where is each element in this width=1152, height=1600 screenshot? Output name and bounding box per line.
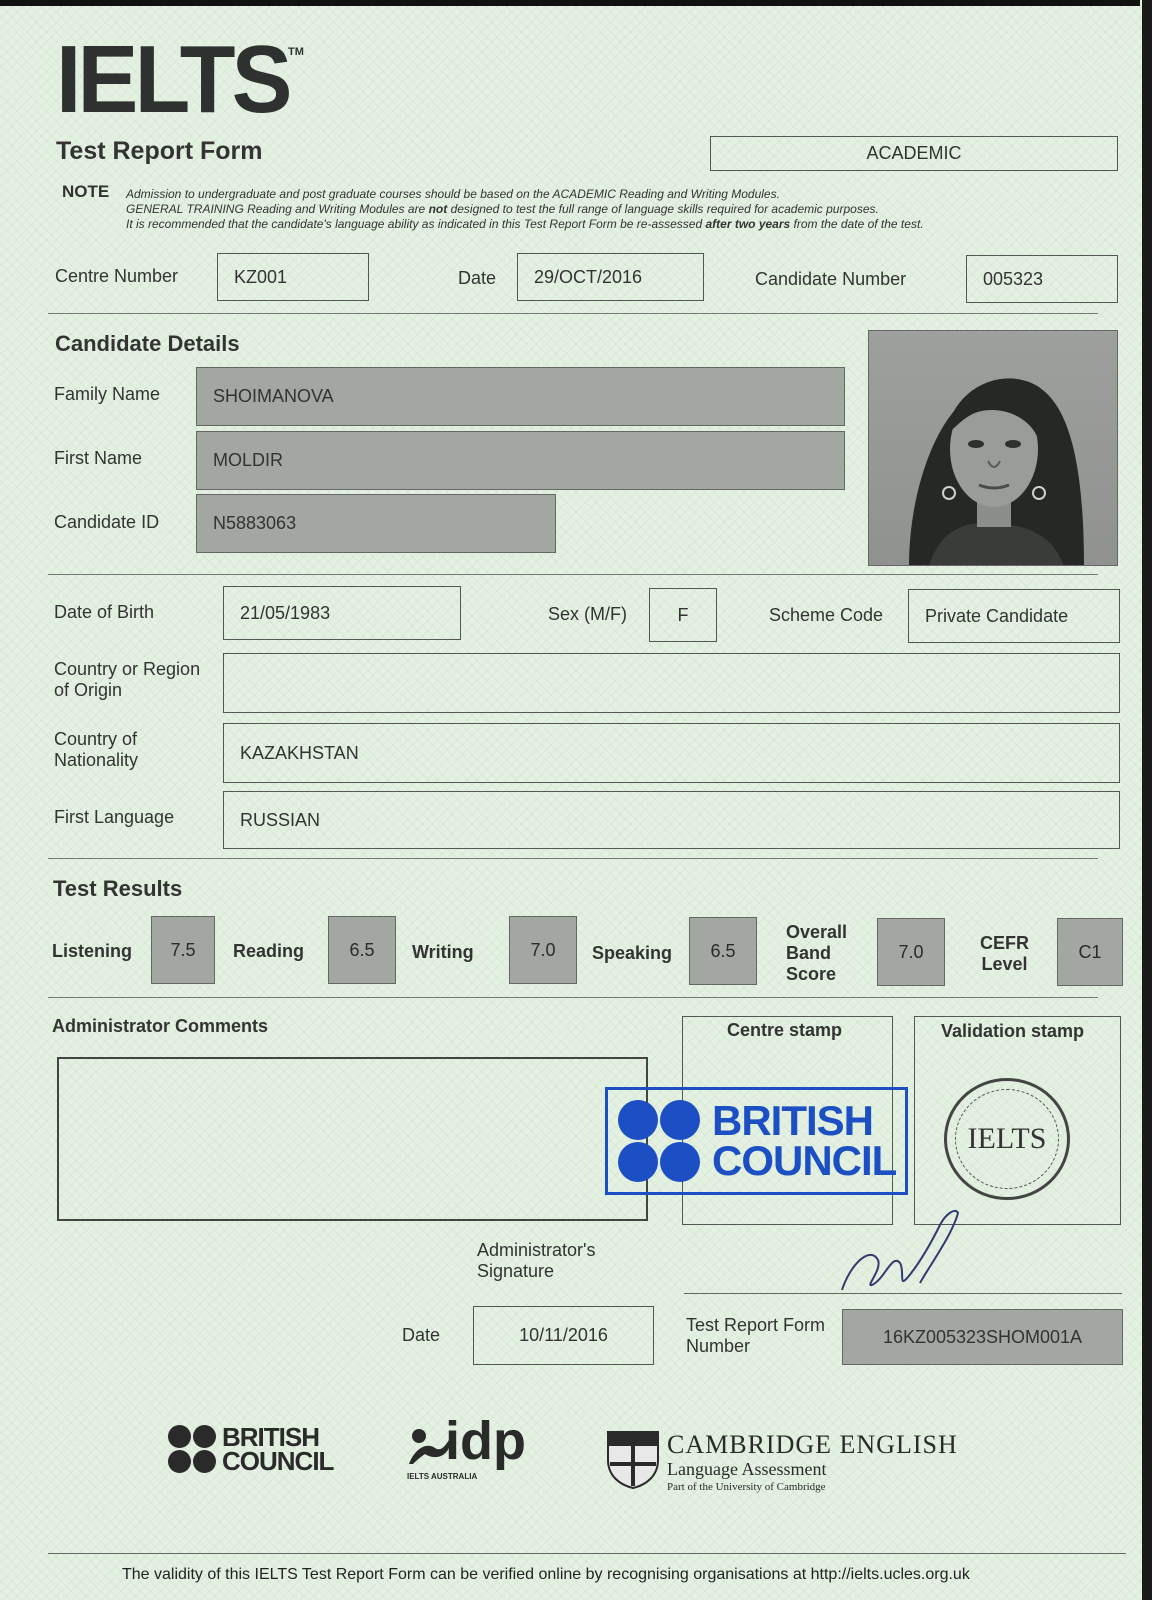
footer-verification-text: The validity of this IELTS Test Report Form can be verified online by recognising organisations at http://ielts.ucles.org.uk — [122, 1566, 970, 1583]
first-name-field: MOLDIR — [196, 431, 845, 490]
top-edge — [0, 0, 1140, 6]
scheme-code-field: Private Candidate — [908, 589, 1120, 643]
divider — [48, 997, 1098, 998]
listening-score: 7.5 — [151, 916, 215, 984]
nationality-label: Country of Nationality — [54, 729, 139, 770]
listening-label: Listening — [52, 941, 132, 961]
idp-logo: idp IELTS AUSTRALIA — [407, 1411, 526, 1481]
validation-stamp-label: Validation stamp — [941, 1021, 1085, 1041]
trf-number-field: 16KZ005323SHOM001A — [842, 1309, 1123, 1365]
test-date-field: 29/OCT/2016 — [517, 253, 704, 301]
cambridge-english-logo: CAMBRIDGE ENGLISH Language Assessment Part of the University of Cambridge — [667, 1430, 958, 1493]
speaking-label: Speaking — [592, 943, 673, 963]
divider — [48, 313, 1098, 314]
signature-icon — [830, 1205, 970, 1300]
form-title: Test Report Form — [56, 137, 263, 165]
first-language-label: First Language — [54, 807, 175, 827]
candidate-details-title: Candidate Details — [55, 331, 240, 356]
candidate-id-field: N5883063 — [196, 494, 556, 553]
first-name-label: First Name — [54, 448, 143, 468]
divider — [48, 574, 1098, 575]
family-name-field: SHOIMANOVA — [196, 367, 845, 426]
dob-field: 21/05/1983 — [223, 586, 461, 640]
sex-label: Sex (M/F) — [548, 604, 627, 624]
ielts-logo: IELTS — [56, 26, 289, 133]
trf-number-label: Test Report Form Number — [686, 1315, 826, 1356]
british-council-stamp: BRITISH COUNCIL — [605, 1087, 908, 1195]
sex-field: F — [649, 588, 717, 642]
note-label: NOTE — [62, 182, 110, 201]
test-results-title: Test Results — [53, 876, 183, 901]
reading-label: Reading — [233, 941, 305, 961]
british-council-dots-icon — [618, 1100, 700, 1182]
centre-stamp-label: Centre stamp — [727, 1020, 843, 1040]
cambridge-shield-icon — [606, 1430, 660, 1490]
portrait-icon — [869, 331, 1118, 566]
candidate-photo — [868, 330, 1118, 566]
admin-signature-label: Administrator's Signature — [477, 1240, 596, 1281]
module-box — [710, 136, 1118, 171]
speaking-score: 6.5 — [689, 917, 757, 985]
overall-band-score: 7.0 — [877, 918, 945, 986]
note-line-3: It is recommended that the candidate's language ability as indicated in this Test Report Form be re-assessed after two years from the date of the test. — [126, 217, 924, 231]
trademark-mark: TM — [288, 46, 304, 58]
candidate-id-label: Candidate ID — [54, 512, 160, 532]
note-text — [126, 187, 1026, 232]
admin-comments-box — [57, 1057, 648, 1221]
signature-line — [684, 1293, 1122, 1294]
writing-label: Writing — [412, 942, 474, 962]
module-value: ACADEMIC — [866, 143, 962, 163]
family-name-label: Family Name — [54, 384, 161, 404]
test-date-label: Date — [458, 268, 497, 288]
right-edge — [1142, 0, 1152, 1600]
cefr-level-label: CEFR Level — [980, 933, 1029, 974]
note-line-2: GENERAL TRAINING Reading and Writing Modules are not designed to test the full range of language skills required for academic purposes. — [126, 202, 879, 216]
british-council-dots-icon — [168, 1425, 216, 1473]
country-origin-label: Country or Region of Origin — [54, 659, 201, 700]
centre-number-label: Centre Number — [55, 266, 179, 286]
reading-score: 6.5 — [328, 916, 396, 984]
admin-date-label: Date — [402, 1325, 441, 1345]
candidate-number-field: 005323 — [966, 255, 1118, 303]
first-language-field: RUSSIAN — [223, 791, 1120, 849]
admin-comments-label: Administrator Comments — [52, 1016, 269, 1036]
candidate-number-label: Candidate Number — [755, 269, 907, 289]
centre-number-field: KZ001 — [217, 253, 369, 301]
note-line-1: Admission to undergraduate and post graduate courses should be based on the ACADEMIC Reading and Writing Modules. — [126, 187, 780, 201]
overall-band-label: Overall Band Score — [786, 922, 848, 984]
scheme-code-label: Scheme Code — [769, 605, 884, 625]
validation-seal: IELTS — [944, 1078, 1070, 1200]
admin-date-field: 10/11/2016 — [473, 1306, 654, 1365]
dob-label: Date of Birth — [54, 602, 155, 622]
footer-divider — [48, 1553, 1126, 1554]
country-origin-field — [223, 653, 1120, 713]
writing-score: 7.0 — [509, 916, 577, 984]
divider — [48, 858, 1098, 859]
cefr-level-score: C1 — [1057, 918, 1123, 986]
british-council-logo: BRITISH COUNCIL — [168, 1425, 333, 1473]
nationality-field: KAZAKHSTAN — [223, 723, 1120, 783]
